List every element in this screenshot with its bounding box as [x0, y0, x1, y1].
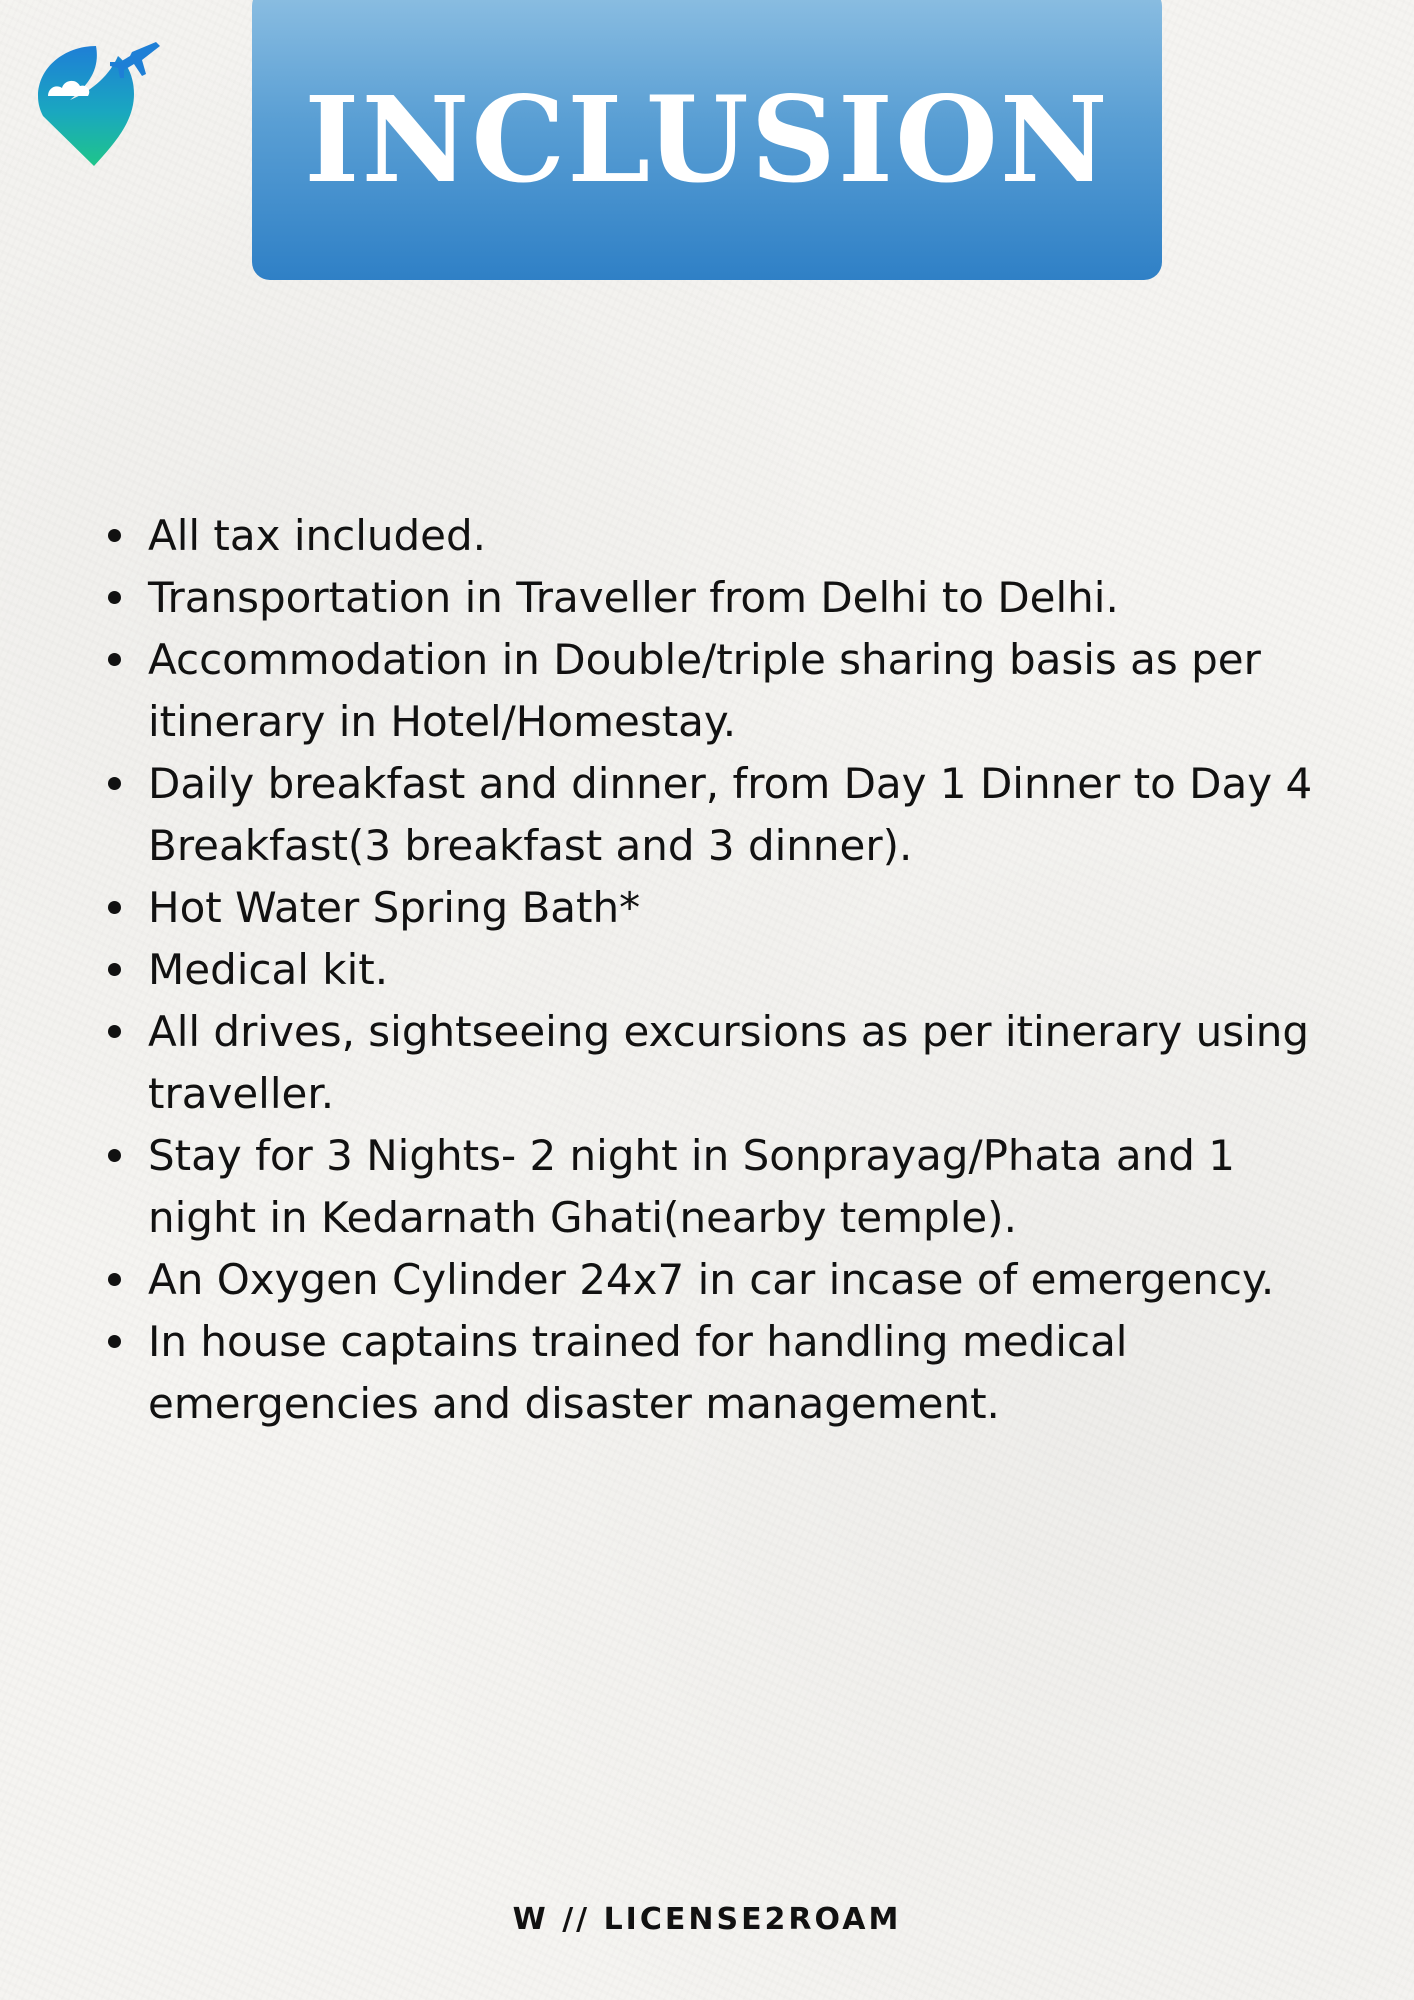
- list-item: [104, 1125, 1354, 1249]
- bullet-icon: [108, 1335, 121, 1348]
- list-item-text: All drives, sightseeing excursions as per itinerary using traveller.: [148, 1007, 1310, 1118]
- list-item-text: Medical kit.: [148, 945, 389, 994]
- bullet-icon: [108, 777, 121, 790]
- list-item-text: An Oxygen Cylinder 24x7 in car incase of emergency.: [148, 1255, 1275, 1304]
- bullet-icon: [108, 1149, 121, 1162]
- inclusions-list: [104, 505, 1354, 1435]
- list-item-text: Accommodation in Double/triple sharing basis as per itinerary in Hotel/Homestay.: [148, 635, 1261, 746]
- bullet-icon: [108, 1273, 121, 1286]
- title-banner: [252, 0, 1162, 280]
- bullet-icon: [108, 591, 121, 604]
- list-item-text: Daily breakfast and dinner, from Day 1 Dinner to Day 4 Breakfast(3 breakfast and 3 dinner).: [148, 759, 1313, 870]
- list-item-text: Transportation in Traveller from Delhi to Delhi.: [148, 573, 1119, 622]
- bullet-icon: [108, 963, 121, 976]
- list-item: [104, 1249, 1354, 1311]
- bullet-icon: [108, 1025, 121, 1038]
- list-item: [104, 1311, 1354, 1435]
- brand-logo: [34, 34, 164, 170]
- list-item: [104, 629, 1354, 753]
- bullet-icon: [108, 653, 121, 666]
- list-item: [104, 505, 1354, 567]
- list-item: [104, 877, 1354, 939]
- footer-brand: W // LICENSE2ROAM: [512, 1902, 902, 1937]
- list-item: [104, 1001, 1354, 1125]
- list-item-text: Hot Water Spring Bath*: [148, 883, 641, 932]
- bullet-icon: [108, 529, 121, 542]
- page-title: INCLUSION: [304, 70, 1110, 209]
- travel-pin-plane-icon: [34, 34, 164, 170]
- list-item-text: In house captains trained for handling medical emergencies and disaster management.: [148, 1317, 1128, 1428]
- list-item-text: All tax included.: [148, 511, 487, 560]
- bullet-icon: [108, 901, 121, 914]
- list-item-text: Stay for 3 Nights- 2 night in Sonprayag/Phata and 1 night in Kedarnath Ghati(nearby temple).: [148, 1131, 1235, 1242]
- list-item: [104, 567, 1354, 629]
- list-item: [104, 753, 1354, 877]
- list-item: [104, 939, 1354, 1001]
